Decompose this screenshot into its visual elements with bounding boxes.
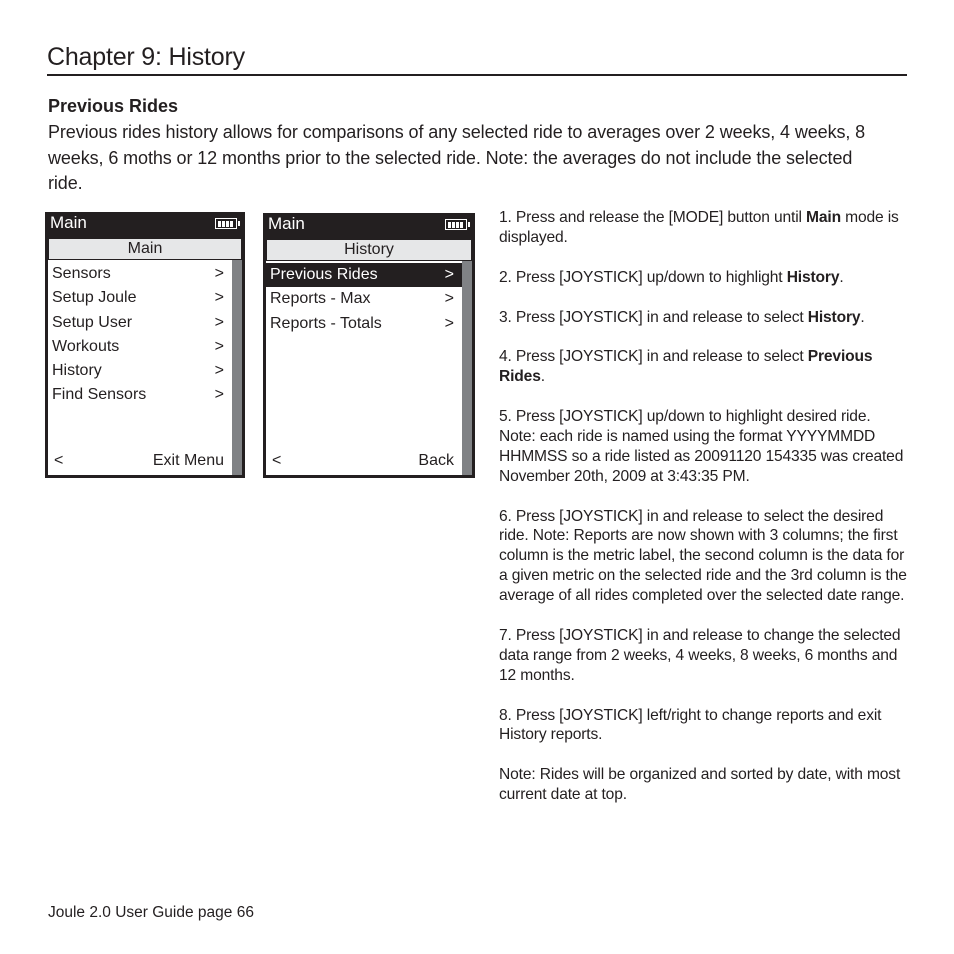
step-item <box>499 407 909 487</box>
battery-icon <box>445 219 467 230</box>
menu-item-label: Workouts <box>52 337 120 355</box>
battery-icon <box>215 218 237 229</box>
topbar-title: Main <box>268 214 305 233</box>
device-topbar <box>45 212 245 238</box>
step-text: mode is displayed. <box>499 209 899 246</box>
step-bold-term: Previous Rides <box>499 348 873 386</box>
menu-item-reports-max[interactable] <box>266 287 462 311</box>
section-heading: Previous Rides <box>48 96 179 116</box>
scrollbar <box>462 261 472 475</box>
menu-item-sensors[interactable] <box>48 262 232 286</box>
menu-item-reports-totals[interactable] <box>266 312 462 336</box>
step-item <box>499 706 909 746</box>
screen-footer <box>54 452 224 472</box>
chevron-right-icon: > <box>214 337 224 355</box>
step-bold-term: Main <box>806 209 841 226</box>
back-button[interactable]: Back <box>418 452 454 469</box>
menu-item-workouts[interactable] <box>48 335 232 359</box>
step-text: . <box>540 368 545 386</box>
menu-item-setup-user[interactable] <box>48 311 232 335</box>
screen-subheader: History <box>266 239 472 261</box>
step-text: 4. Press [JOYSTICK] in and release to select <box>499 348 808 366</box>
step-item <box>499 347 909 387</box>
intro-paragraph: Previous rides history allows for comparisons of any selected ride to averages over 2 weeks, 4 weeks, 8 weeks, 6 moths or 12 months prior to the selected ride. Note: the averages do not include the selected ride. <box>48 122 866 193</box>
step-text: . <box>860 308 865 326</box>
device-display <box>48 238 242 475</box>
step-item <box>499 626 909 686</box>
chevron-right-icon: > <box>214 265 224 282</box>
menu-item-label: Sensors <box>52 265 111 282</box>
step-text: 6. Press [JOYSTICK] in and release to select the desired ride. Note: Reports are now shown with 3 columns; the first column is the metric label, the second column is the data for a given metric on the selected ride and the 3rd column is the average of all rides completed over the selected date range. <box>499 507 907 605</box>
menu-list <box>48 262 232 408</box>
menu-item-label: History <box>52 362 102 380</box>
chevron-right-icon: > <box>444 290 454 308</box>
topbar-title: Main <box>50 213 87 232</box>
menu-item-label: Find Sensors <box>52 386 147 404</box>
step-text: 8. Press [JOYSTICK] left/right to change reports and exit History reports. <box>499 706 882 744</box>
device-display <box>266 239 472 475</box>
chevron-right-icon: > <box>444 314 454 332</box>
menu-item-label: Reports - Max <box>270 290 371 308</box>
step-bold-term: History <box>786 268 840 286</box>
device-screen-history <box>263 213 475 478</box>
page-footer: Joule 2.0 User Guide page 66 <box>48 904 254 921</box>
menu-item-label: Reports - Totals <box>270 314 382 332</box>
screen-subheader: Main <box>48 238 242 260</box>
chevron-right-icon: > <box>214 362 224 380</box>
screen-footer <box>272 452 454 472</box>
chevron-right-icon: > <box>214 289 224 307</box>
step-item <box>499 507 909 607</box>
menu-list <box>266 263 462 336</box>
step-note <box>499 765 909 805</box>
menu-item-history[interactable] <box>48 359 232 383</box>
menu-item-setup-joule[interactable] <box>48 286 232 310</box>
device-topbar <box>263 213 475 239</box>
step-text: 1. Press and release the [MODE] button until <box>499 209 807 226</box>
device-screen-main <box>45 212 245 478</box>
step-text: Note: Rides will be organized and sorted by date, with most current date at top. <box>499 766 901 804</box>
step-item <box>499 268 909 288</box>
menu-item-label: Setup Joule <box>52 289 137 307</box>
step-text: . <box>839 268 844 286</box>
exit-menu-button[interactable]: Exit Menu <box>152 452 224 469</box>
chapter-title: Chapter 9: History <box>47 40 907 76</box>
step-item <box>499 308 909 328</box>
step-text: 7. Press [JOYSTICK] in and release to change the selected data range from 2 weeks, 4 weeks, 8 weeks, 6 months and 12 months. <box>499 626 901 684</box>
menu-item-label: Previous Rides <box>270 266 378 283</box>
chevron-right-icon: > <box>214 313 224 331</box>
step-text: 2. Press [JOYSTICK] up/down to highlight <box>499 268 787 286</box>
chevron-right-icon: > <box>214 386 224 404</box>
instruction-steps <box>499 208 909 825</box>
menu-item-label: Setup User <box>52 313 133 331</box>
step-text: 5. Press [JOYSTICK] up/down to highlight desired ride. Note: each ride is named using the format YYYYMMDD HHMMSS so a ride listed as 20091120 154335 was created November 20th, 2009 at 3:43:35 PM. <box>499 408 904 485</box>
menu-item-previous-rides[interactable] <box>266 263 462 287</box>
scrollbar <box>232 260 242 475</box>
step-bold-term: History <box>807 308 861 326</box>
back-arrow-button[interactable]: < <box>272 452 282 469</box>
step-item <box>499 208 909 248</box>
menu-item-find-sensors[interactable] <box>48 383 232 407</box>
chevron-right-icon: > <box>444 266 454 283</box>
step-text: 3. Press [JOYSTICK] in and release to select <box>499 308 808 326</box>
back-arrow-button[interactable]: < <box>54 452 64 469</box>
